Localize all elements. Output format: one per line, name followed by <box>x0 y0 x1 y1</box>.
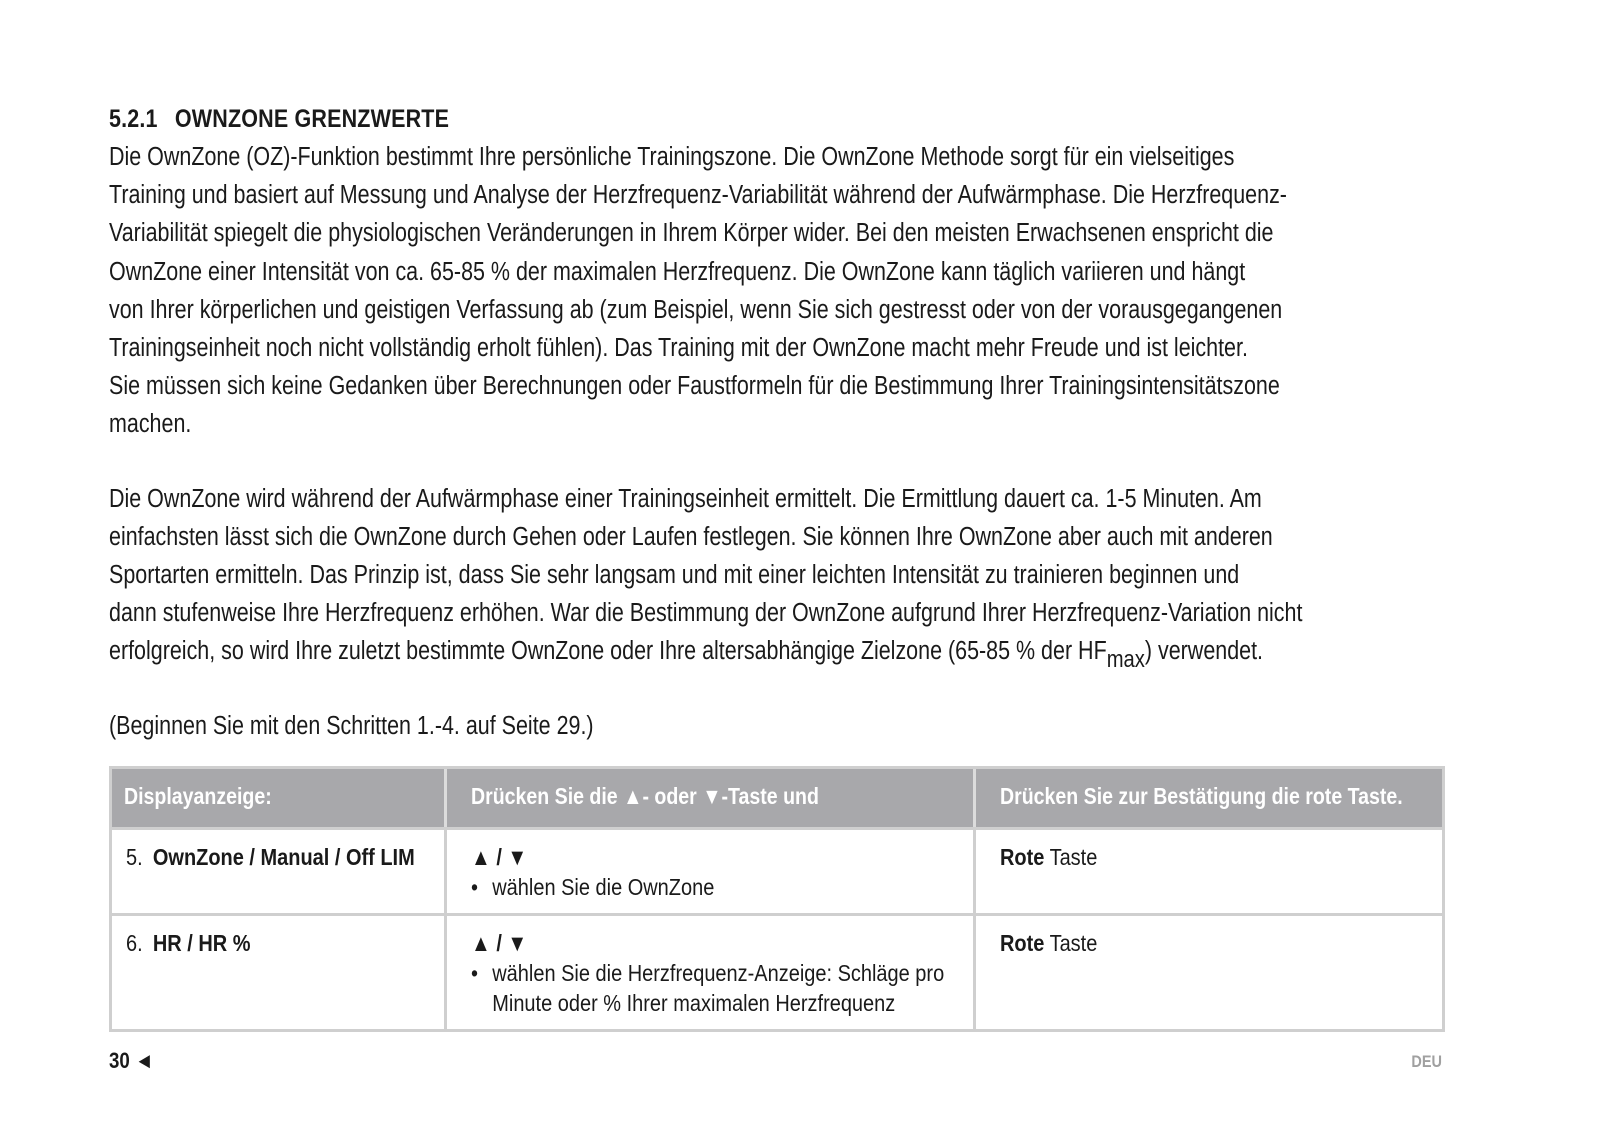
table-cell <box>447 830 977 913</box>
text-line: einfachsten lässt sich die OwnZone durch Gehen oder Laufen festlegen. Sie können Ihre OwnZone aber auch mit anderen <box>109 522 1273 551</box>
text-line: Sie müssen sich keine Gedanken über Berechnungen oder Faustformeln für die Bestimmung Ihrer Trainingsintensitätszone <box>109 372 1280 401</box>
table-cell <box>447 916 977 1029</box>
up-down-arrows-icon: ▲ / ▼ <box>470 930 527 956</box>
text-line: Sportarten ermitteln. Das Prinzip ist, dass Sie sehr langsam und mit einer leichten Intensität zu trainieren beginnen und <box>109 561 1240 590</box>
text-line: dann stufenweise Ihre Herzfrequenz erhöhen. War die Bestimmung der OwnZone aufgrund Ihrer Herzfrequenz-Variation nicht <box>109 599 1303 628</box>
instruction-text <box>109 707 1473 745</box>
settings-table <box>109 766 1445 1032</box>
left-arrow-icon: ◄ <box>135 1048 154 1073</box>
header-confirm: Drücken Sie zur Bestätigung die rote Taste. <box>1000 783 1403 809</box>
table-cell <box>112 830 447 913</box>
text-line: Training und basiert auf Messung und Analyse der Herzfrequenz-Variabilität während der Aufwärmphase. Die Herzfrequenz- <box>109 181 1287 210</box>
page-content <box>109 100 1449 745</box>
up-down-arrows-icon: ▲ / ▼ <box>470 844 527 870</box>
text-segment: ) verwendet. <box>1144 637 1264 666</box>
text-line: (Beginnen Sie mit den Schritten 1.-4. auf Seite 29.) <box>109 711 594 740</box>
display-value: OwnZone / Manual / Off LIM <box>152 844 415 870</box>
section-heading <box>109 100 1261 138</box>
bullet-item: • wählen Sie die OwnZone <box>470 874 714 900</box>
header-display: Displayanzeige: <box>124 783 272 809</box>
table-row <box>112 830 1442 916</box>
text-line: von Ihrer körperlichen und geistigen Verfassung ab (zum Beispiel, wenn Sie sich gestresst oder von der vorausgegangenen <box>109 295 1283 324</box>
table-cell: Rote Taste <box>1000 844 1098 870</box>
text-line: Die OwnZone (OZ)-Funktion bestimmt Ihre persönliche Trainingszone. Die OwnZone Methode sorgt für ein vielseitiges <box>109 143 1235 171</box>
text-line: Variabilität spiegelt die physiologischen Veränderungen in Ihrem Körper wider. Bei den meisten Erwachsenen enspricht die <box>109 219 1274 248</box>
text-segment: erfolgreich, so wird Ihre zuletzt bestimmte OwnZone oder Ihre altersabhängige Zielzone (65-85 % der HF <box>109 637 1107 666</box>
table-header-cell <box>112 769 447 827</box>
table-header-cell <box>447 769 977 827</box>
text-line: machen. <box>109 410 192 439</box>
text-line: Die OwnZone wird während der Aufwärmphase einer Trainingseinheit ermittelt. Die Ermittlung dauert ca. 1-5 Minuten. Am <box>109 484 1262 513</box>
paragraph-ownzone-determination <box>109 480 1473 674</box>
paragraph-ownzone-intro <box>109 138 1473 444</box>
red-button-label: Rote <box>1000 930 1045 956</box>
text-line <box>109 632 1473 674</box>
language-label: DEU <box>1411 1052 1442 1071</box>
section-number: 5.2.1 <box>109 105 158 133</box>
step-number: 6. <box>126 930 143 956</box>
table-header-cell <box>976 769 1442 827</box>
text-line: OwnZone einer Intensität von ca. 65-85 % der maximalen Herzfrequenz. Die OwnZone kann täglich variieren und hängt <box>109 257 1246 286</box>
table-row <box>112 916 1442 1029</box>
red-button-label: Rote <box>1000 844 1045 870</box>
page-number: 30 ◄ <box>109 1048 154 1073</box>
header-press-buttons: Drücken Sie die ▲- oder ▼-Taste und <box>470 783 819 809</box>
step-number: 5. <box>126 844 143 870</box>
section-title: OWNZONE GRENZWERTE <box>174 105 450 133</box>
bullet-item-continuation: Minute oder % Ihrer maximalen Herzfrequenz <box>491 990 895 1016</box>
text-line: Trainingseinheit noch nicht vollständig erholt fühlen). Das Training mit der OwnZone macht mehr Freude und ist leichter. <box>109 334 1248 363</box>
table-cell: Rote Taste <box>1000 930 1098 956</box>
hf-max-subscript: max <box>1106 646 1145 674</box>
bullet-item: • wählen Sie die Herzfrequenz-Anzeige: Schläge pro <box>470 960 944 986</box>
display-value: HR / HR % <box>152 930 251 956</box>
table-header-row <box>112 769 1442 830</box>
table-cell <box>112 916 447 1029</box>
